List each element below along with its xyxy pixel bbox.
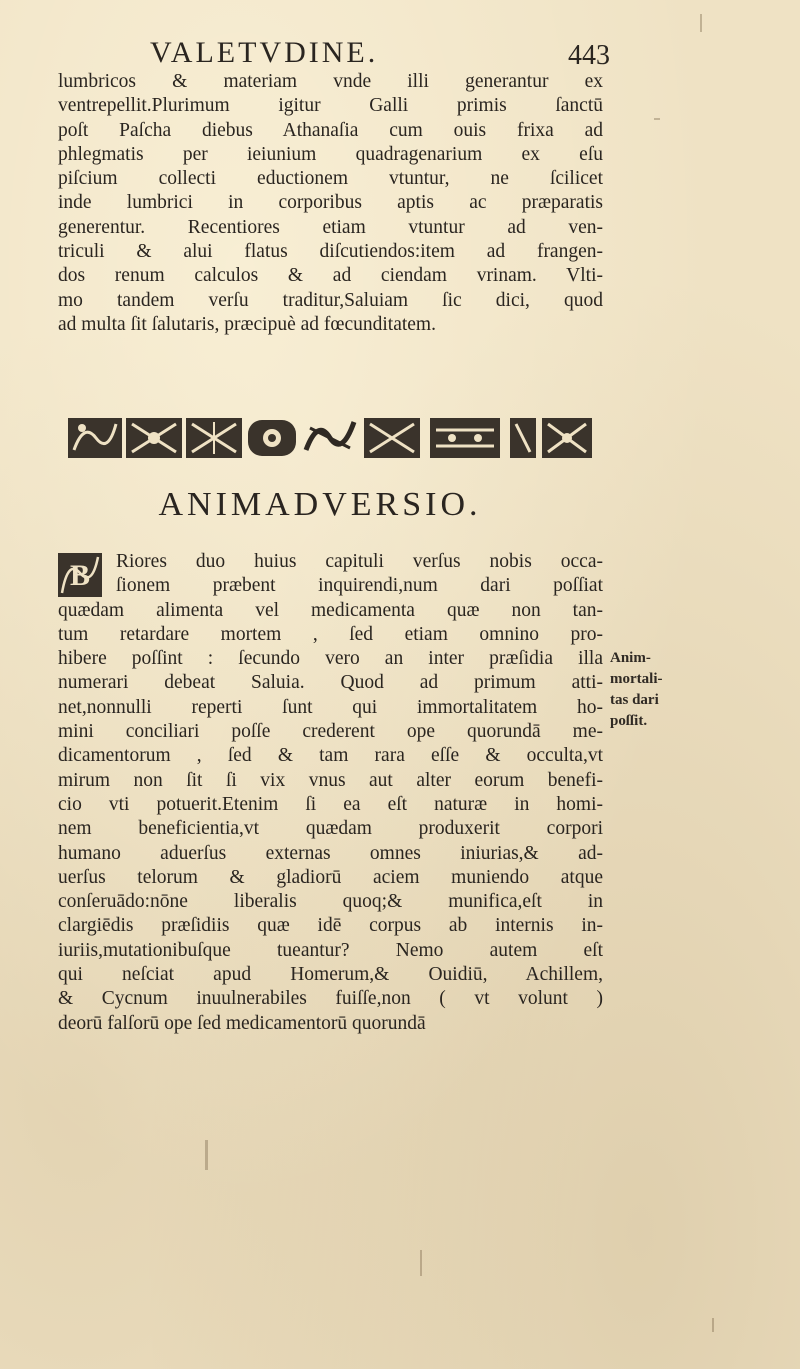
paragraph-2 <box>58 550 603 1036</box>
paper-fleck <box>700 14 702 32</box>
paper-fleck <box>654 118 660 120</box>
text-line: triculi & alui flatus diſcutiendos:item ad frangen- <box>58 241 603 263</box>
marginal-note-line: poſſit. <box>610 713 648 729</box>
text-line: lumbricos & materiam vnde illi generantur ex <box>58 71 603 92</box>
text-line: ſionem præbent inquirendi,num dari poſſiat <box>116 575 603 597</box>
text-line: hibere poſſint : ſecundo vero an inter præſidia illa <box>58 648 603 670</box>
text-line: net,nonnulli reperti ſunt qui immortalitatem ho- <box>58 696 603 718</box>
text-line: & Cycnum inuulnerabiles fuiſſe,non ( vt volunt ) <box>58 988 603 1010</box>
text-line: nem beneficientia,vt quædam produxerit corpori <box>58 818 603 840</box>
text-line: deorū falſorū ope ſed medicamentorū quorundā <box>58 1012 426 1034</box>
marginal-note-line: Anim- <box>610 650 651 666</box>
text-line: mirum non ſit ſi vix vnus aut alter eorum benefi- <box>58 769 603 791</box>
ornament-tile-4 <box>248 420 296 456</box>
text-line: numerari debeat Saluia. Quod ad primum atti- <box>58 672 603 694</box>
text-line: iuriis,mutationibuſque tueantur? Nemo autem eſt <box>58 939 603 961</box>
text-line: ventrepellit.Plurimum igitur Galli primis ſanctū <box>58 95 603 117</box>
text-line: Riores duo huius capituli verſus nobis occa- <box>116 551 603 572</box>
ornament-tile-6 <box>364 418 420 458</box>
text-line: phlegmatis per ieiunium quadragenarium ex eſu <box>58 143 603 165</box>
text-line: generentur. Recentiores etiam vtuntur ad ven- <box>58 216 603 238</box>
text-line: piſcium collecti eductionem vtuntur, ne ſcilicet <box>58 168 603 190</box>
ornament-tile-5 <box>306 422 354 450</box>
marginal-note-line: mortali- <box>610 671 663 687</box>
text-line: quædam alimenta vel medicamenta quæ non tan- <box>58 599 603 621</box>
running-title: VALETVDINE. <box>150 36 379 69</box>
text-line: conſeruādo:nōne liberalis quoq;& munifica,eſt in <box>58 891 603 913</box>
paper-fleck <box>712 1318 714 1332</box>
text-line: cio vti potuerit.Etenim ſi ea eſt naturæ in homi- <box>58 793 603 815</box>
marginal-note-line: tas dari <box>610 692 659 708</box>
text-line: mo tandem verſu traditur,Saluiam ſic dici, quod <box>58 289 603 311</box>
ornament-tile-1 <box>68 418 122 458</box>
paragraph-1 <box>58 70 603 337</box>
page-number: 443 <box>568 40 610 71</box>
ornament-svg <box>64 410 596 464</box>
text-line: dos renum calculos & ad ciendam vrinam. Vlti- <box>58 265 603 287</box>
section-heading: ANIMADVERSIO. <box>158 486 482 523</box>
ornament-tile-7 <box>430 418 500 458</box>
paper-fleck <box>420 1250 422 1276</box>
text-line: dicamentorum , ſed & tam rara eſſe & occulta,vt <box>58 745 603 767</box>
text-line: mini conciliari poſſe crederent ope quorundā me- <box>58 721 603 743</box>
ornament-tile-3 <box>186 418 242 458</box>
dropcap-letter: B <box>69 559 91 592</box>
text-line: ad multa ſit ſalutaris, præcipuè ad fœcunditatem. <box>58 313 436 335</box>
text-line: uerſus telorum & gladiorū aciem muniendo atque <box>58 866 603 888</box>
text-line: clargiēdis præſidiis quæ idē corpus ab internis in- <box>58 915 603 937</box>
ornament-tile-8 <box>510 418 536 458</box>
text-line: poſt Paſcha diebus Athanaſia cum ouis frixa ad <box>58 119 603 141</box>
text-line: humano aduerſus externas omnes iniurias,& ad- <box>58 842 603 864</box>
marginal-note <box>610 648 690 732</box>
paper-fleck <box>205 1140 208 1170</box>
printers-ornament-band <box>64 410 596 464</box>
ornament-tile-2 <box>126 418 182 458</box>
text-line: inde lumbrici in corporibus aptis ac præparatis <box>58 192 603 214</box>
text-line: tum retardare mortem , ſed etiam omnino pro- <box>58 623 603 645</box>
text-line: qui neſciat apud Homerum,& Ouidiū, Achillem, <box>58 964 603 986</box>
ornament-tile-9 <box>542 418 592 458</box>
